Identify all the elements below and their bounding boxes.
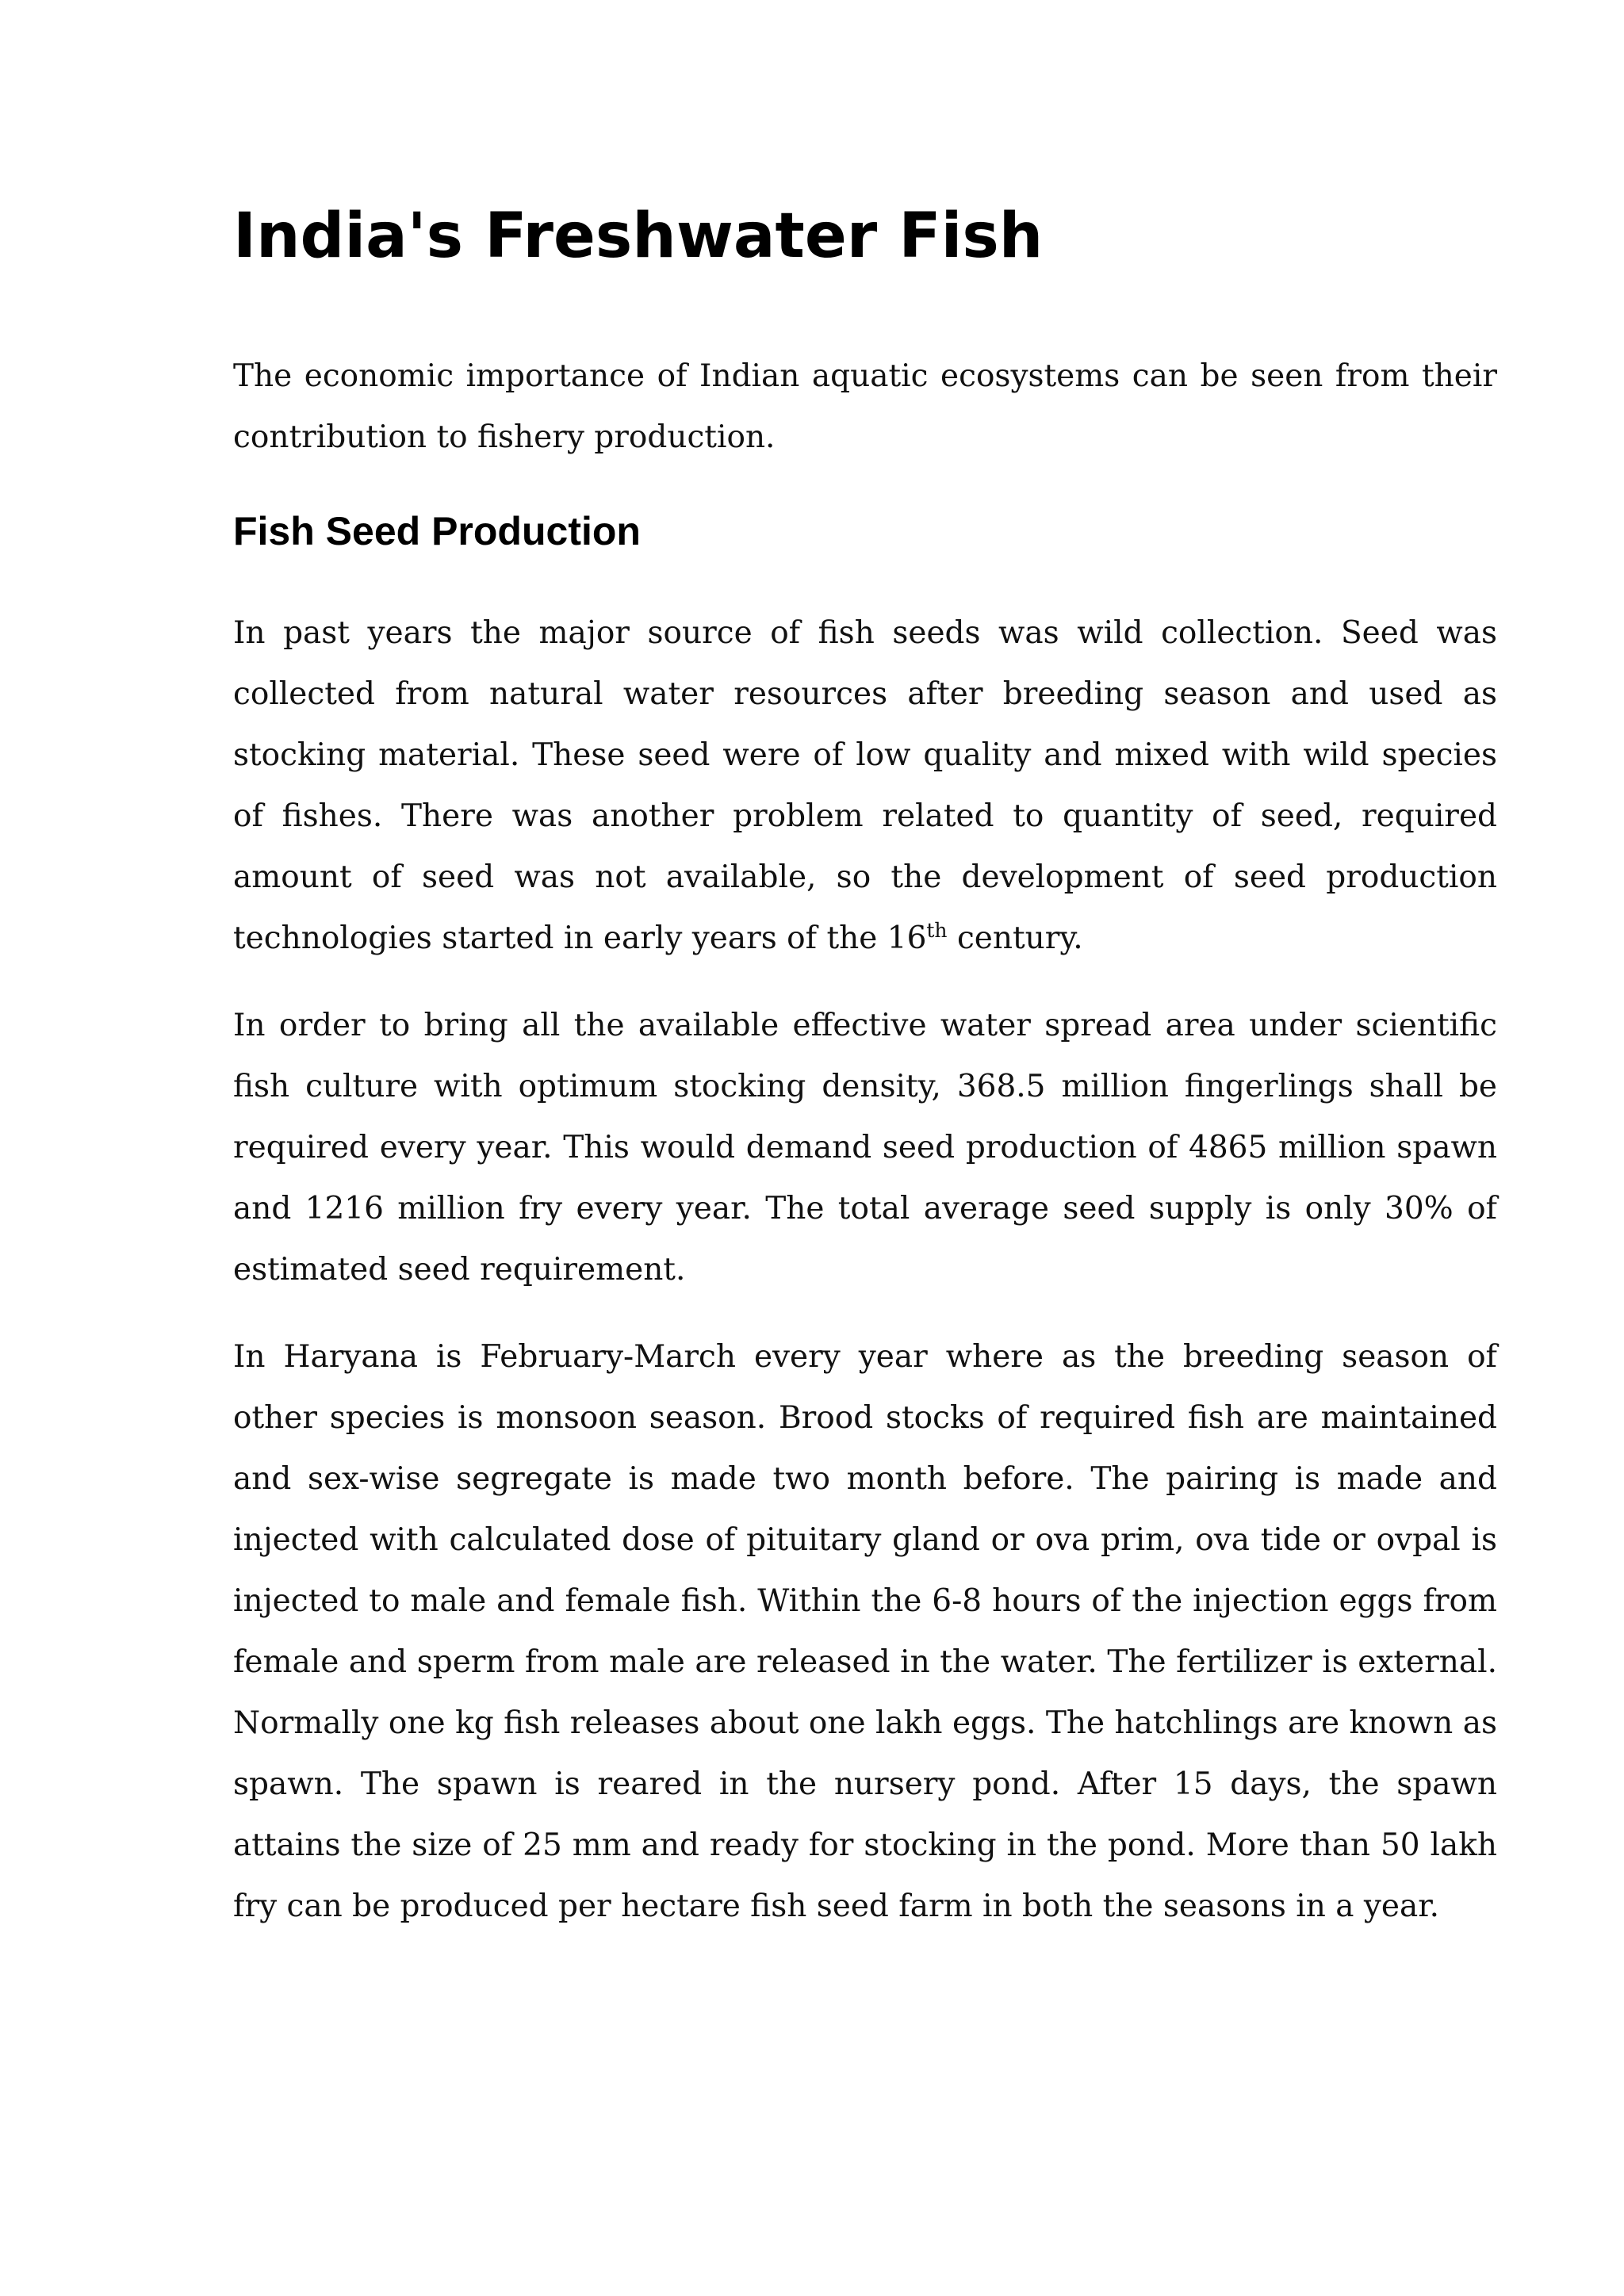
intro-paragraph: The economic importance of Indian aquatic ecosystems can be seen from their contribution to fishery production. [233, 358, 1497, 455]
document-content [233, 193, 1497, 1937]
ordinal-superscript: th [926, 919, 948, 942]
section-paragraph-3: In Haryana is February-March every year where as the breeding season of other species is monsoon season. Brood stocks of required fish are maintained and sex-wise segregate is made two month before. The pairing is made and injected with calculated dose of pituitary gland or ova prim, ova tide or ovpal is injected to male and female fish. Within the 6-8 hours of the injection eggs from female and sperm from male are released in the water. The fertilizer is external. Normally one kg fish releases about one lakh eggs. The hatchlings are known as spawn. The spawn is reared in the nursery pond. After 15 days, the spawn attains the size of 25 mm and ready for stocking in the pond. More than 50 lakh fry can be produced per hectare fish seed farm in both the seasons in a year. [233, 1339, 1497, 1924]
document-title: India's Freshwater Fish [233, 201, 1044, 272]
section-paragraph-1 [233, 603, 1497, 969]
paragraph-1-text: In past years the major source of fish seeds was wild collection. Seed was collected from natural water resources after breeding season and used as stocking material. These seed were of low quality and mixed with wild species of fishes. There was another problem related to quantity of seed, required amount of seed was not available, so the development of seed production technologies started in early years of the 16 [233, 615, 1497, 956]
section-heading: Fish Seed Production [233, 509, 641, 553]
paragraph-1-tail: century. [947, 920, 1083, 956]
section-paragraph-2: In order to bring all the available effective water spread area under scientific fish culture with optimum stocking density, 368.5 million fingerlings shall be required every year. This would demand seed production of 4865 million spawn and 1216 million fry every year. The total average seed supply is only 30% of estimated seed requirement. [233, 1008, 1497, 1288]
